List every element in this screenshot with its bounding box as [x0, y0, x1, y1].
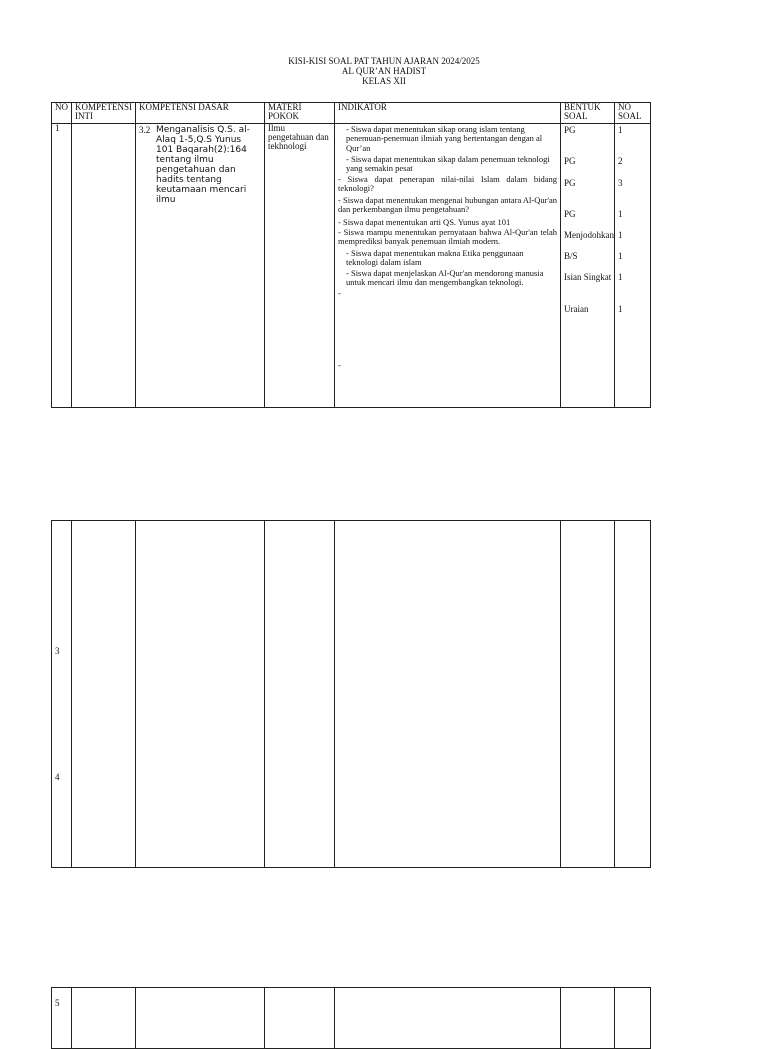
no-soal-value: 1 [618, 272, 623, 282]
bentuk-soal-value: Uraian [564, 304, 589, 314]
kompetensi-inti-cell [72, 124, 136, 408]
kisi-kisi-table-page-2 [51, 520, 651, 868]
bentuk-soal-value: PG [564, 156, 576, 166]
doc-class: KELAS XII [362, 76, 406, 86]
indikator-item: - Siswa dapat menjelaskan Al-Qur'an mendorong manusia untuk mencari ilmu dan mengembangkan teknologi. [346, 268, 544, 288]
no-soal-value: 1 [618, 304, 623, 314]
bentuk-soal-cell [561, 124, 615, 408]
kisi-kisi-table [51, 102, 651, 408]
no-soal-cell [615, 988, 651, 1049]
kompetensi-dasar-cell [136, 521, 265, 868]
indikator-item: - [338, 288, 341, 298]
kd-text: Menganalisis Q.S. al-Alaq 1-5,Q.S Yunus 101 Baqarah(2):164 tentang ilmu pengetahuan dan hadits tentang keutamaan mencari ilmu [156, 125, 250, 205]
no-soal-value: 1 [618, 230, 623, 240]
table-row [52, 521, 651, 868]
table-row [52, 988, 651, 1049]
row-number: 5 [55, 998, 60, 1008]
bentuk-soal-cell [561, 988, 615, 1049]
indikator-cell [335, 988, 561, 1049]
bentuk-soal-value: Menjodohkan [564, 230, 615, 240]
header-bentuk-soal: BENTUK SOAL [561, 103, 615, 124]
header-indikator: INDIKATOR [335, 103, 561, 124]
kompetensi-inti-cell [72, 521, 136, 868]
kompetensi-dasar-cell [136, 988, 265, 1049]
table-header-row [52, 103, 651, 124]
row-number-cell [52, 521, 72, 868]
row-number: 1 [52, 124, 72, 408]
materi-pokok-cell [265, 521, 335, 868]
materi-pokok-cell [265, 988, 335, 1049]
header-kompetensi-inti: KOMPETENSI INTI [72, 103, 136, 124]
header-no: NO [52, 103, 72, 124]
bentuk-soal-cell [561, 521, 615, 868]
header-kompetensi-dasar: KOMPETENSI DASAR [136, 103, 265, 124]
kompetensi-dasar-cell [136, 124, 265, 408]
indikator-cell [335, 521, 561, 868]
row-number: 4 [55, 772, 60, 782]
kd-number: 3.2 [139, 125, 151, 135]
kompetensi-inti-cell [72, 988, 136, 1049]
indikator-item: - Siswa dapat menentukan makna Etika penggunaan teknologi dalam islam [346, 248, 524, 268]
bentuk-soal-value: PG [564, 209, 576, 219]
bentuk-soal-value: Isian Singkat [564, 272, 612, 282]
no-soal-value: 1 [618, 209, 623, 219]
materi-pokok-cell: Ilmu pengetahuan dan tekhnologi [265, 124, 335, 408]
kisi-kisi-table-page-3 [51, 987, 651, 1049]
no-soal-value: 3 [618, 178, 623, 188]
header-materi-pokok: MATERI POKOK [265, 103, 335, 124]
table-row [52, 124, 651, 408]
no-soal-cell [615, 124, 651, 408]
no-soal-value: 1 [618, 251, 623, 261]
indikator-item: - Siswa dapat menentukan sikap orang islam tentang penemuan-penemuan ilmiah yang bertentangan dengan al Qur’an [346, 124, 543, 153]
no-soal-cell [615, 521, 651, 868]
header-no-soal: NO SOAL [615, 103, 651, 124]
indikator-item: - [338, 360, 341, 370]
bentuk-soal-value: B/S [564, 251, 578, 261]
bentuk-soal-value: PG [564, 178, 576, 188]
indikator-item: - Siswa mampu menentukan pernyataan bahwa Al-Qur'an telah memprediksi banyak penemuan ilmiah modern. [338, 227, 558, 247]
indikator-item: - Siswa dapat menentukan arti QS. Yunus ayat 101 [338, 217, 511, 227]
row-number: 3 [55, 646, 60, 656]
no-soal-value: 1 [618, 125, 623, 135]
no-soal-value: 2 [618, 156, 623, 166]
doc-subject: AL QUR’AN HADIST [341, 66, 427, 76]
row-number-cell [52, 988, 72, 1049]
indikator-cell [335, 124, 561, 408]
indikator-item: - Siswa dapat penerapan nilai-nilai Islam dalam bidang teknologi? [338, 174, 558, 194]
doc-title: KISI-KISI SOAL PAT TAHUN AJARAN 2024/2025 [288, 56, 480, 66]
bentuk-soal-value: PG [564, 125, 576, 135]
indikator-item: - Siswa dapat menentukan sikap dalam penemuan teknologi yang semakin pesat [346, 154, 550, 174]
indikator-item: - Siswa dapat menentukan mengenai hubungan antara Al-Qur'an dan perkembangan ilmu pengetahuan? [338, 195, 558, 215]
